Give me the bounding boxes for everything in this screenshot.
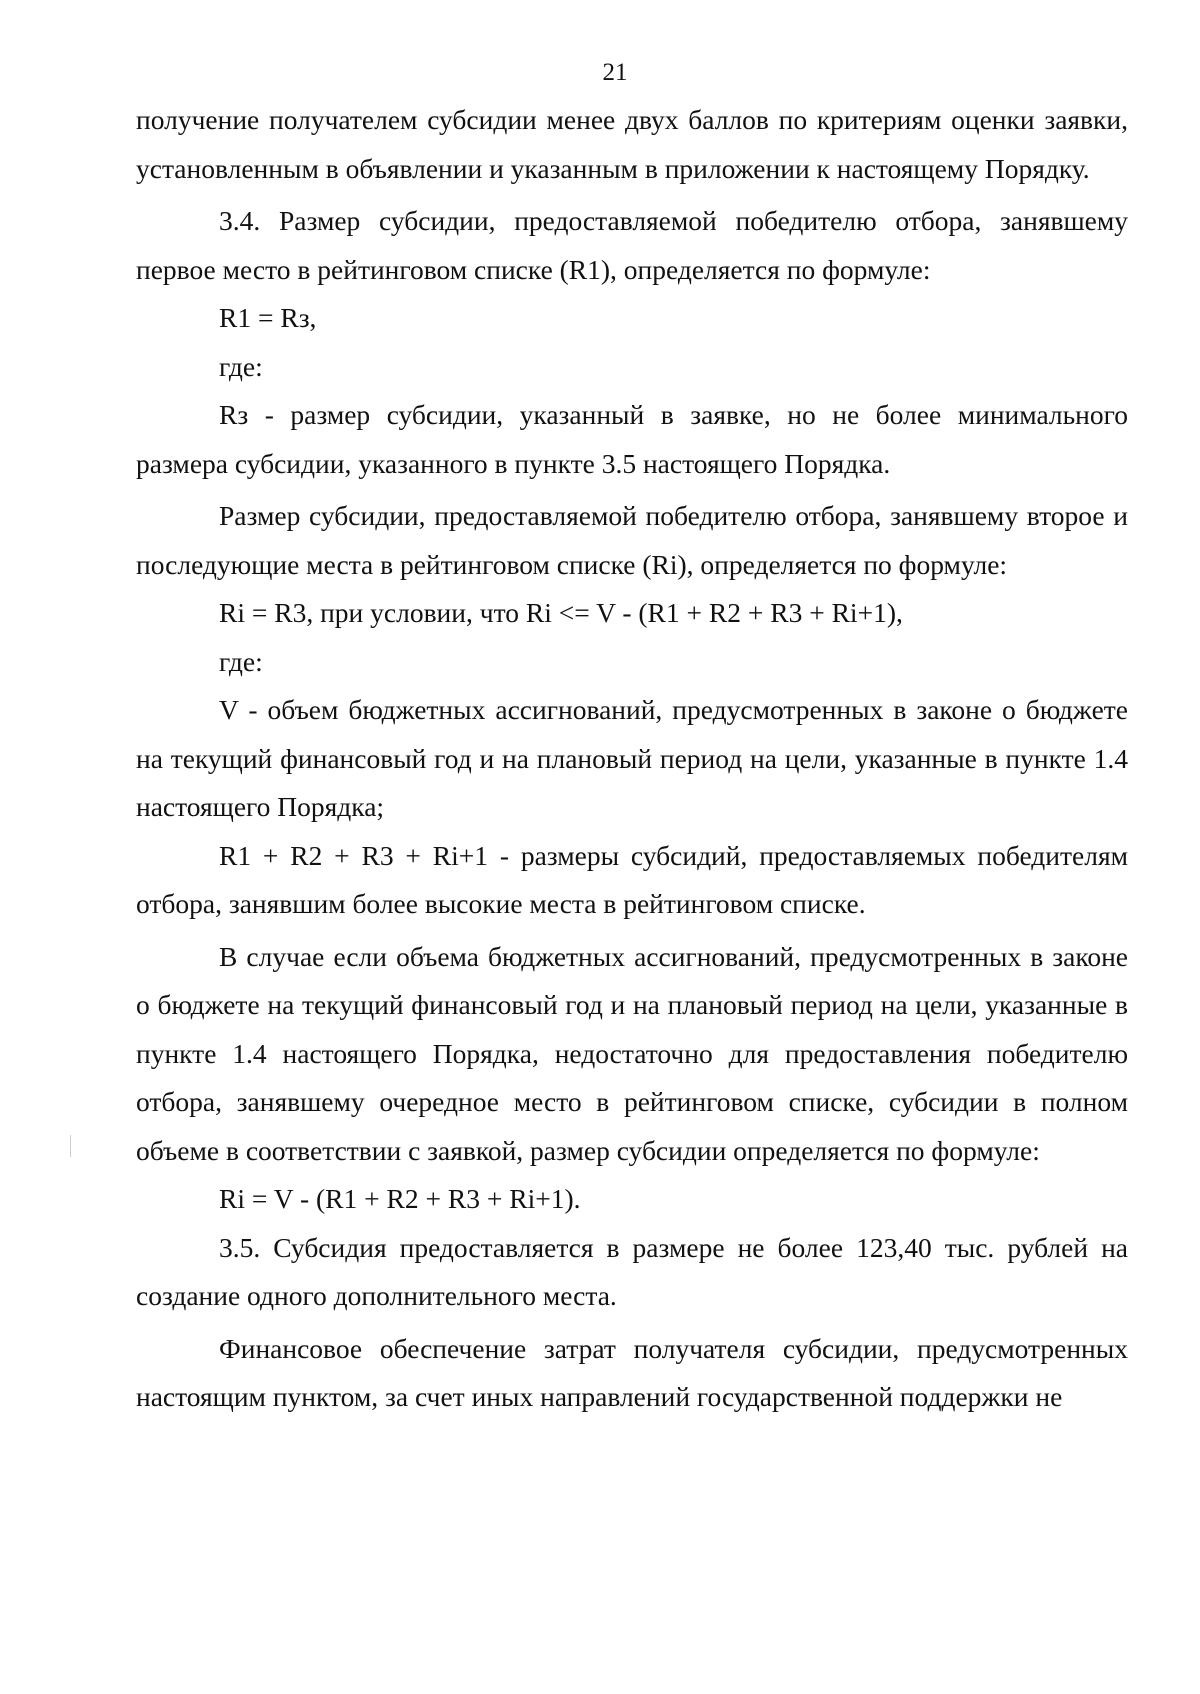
paragraph-ri-size: Размер субсидии, предоставляемой победителю отбора, занявшему второе и последующие места в рейтинговом списке (Ri), определяется по формуле: — [136, 500, 1128, 580]
paragraph-3-4: 3.4. Размер субсидии, предоставляемой победителю отбора, занявшему первое место в рейтинговом списке (R1), определяется по формуле: — [136, 205, 1128, 285]
paragraph-r-sum-definition: R1 + R2 + R3 + Ri+1 - размеры субсидий, предоставляемых победителям отбора, занявшим более высокие места в рейтинговом списке. — [136, 839, 1128, 919]
paragraph-insufficient-budget: В случае если объема бюджетных ассигнований, предусмотренных в законе о бюджете на текущий финансовый год и на плановый период на цели, указанные в пункте 1.4 настоящего Порядка, недостаточно для предоставления победителю отбора, занявшему очередное место в рейтинговом списке, субсидии в полном объеме в соответствии с заявкой, размер субсидии определяется по формуле: — [136, 940, 1128, 1166]
page-number: 21 — [602, 59, 628, 86]
formula-ri-condition: Ri = R3, при условии, что Ri <= V - (R1 + R2 + R3 + Ri+1), — [219, 597, 903, 628]
scan-artifact — [70, 1135, 71, 1157]
where-label: где: — [219, 645, 263, 677]
paragraph-rz-definition: Rз - размер субсидии, указанный в заявке, но не более минимального размера субсидии, указанного в пункте 3.5 настоящего Порядка. — [136, 399, 1128, 479]
paragraph-continuation: получение получателем субсидии менее двух баллов по критериям оценки заявки, установленным в объявлении и указанным в приложении к настоящему Порядку. — [136, 104, 1128, 184]
where-label: где: — [219, 350, 263, 382]
formula-ri-remainder: Ri = V - (R1 + R2 + R3 + Ri+1). — [219, 1183, 581, 1214]
document-body — [136, 96, 1128, 1422]
paragraph-financing: Финансовое обеспечение затрат получателя субсидии, предусмотренных настоящим пунктом, за счет иных направлений государственной поддержки не — [136, 1332, 1128, 1412]
paragraph-v-definition: V - объем бюджетных ассигнований, предусмотренных в законе о бюджете на текущий финансовый год и на плановый период на цели, указанные в пункте 1.4 настоящего Порядка; — [136, 694, 1128, 822]
formula-r1: R1 = Rз, — [219, 302, 317, 333]
paragraph-3-5: 3.5. Субсидия предоставляется в размере не более 123,40 тыс. рублей на создание одного дополнительного места. — [136, 1231, 1128, 1311]
